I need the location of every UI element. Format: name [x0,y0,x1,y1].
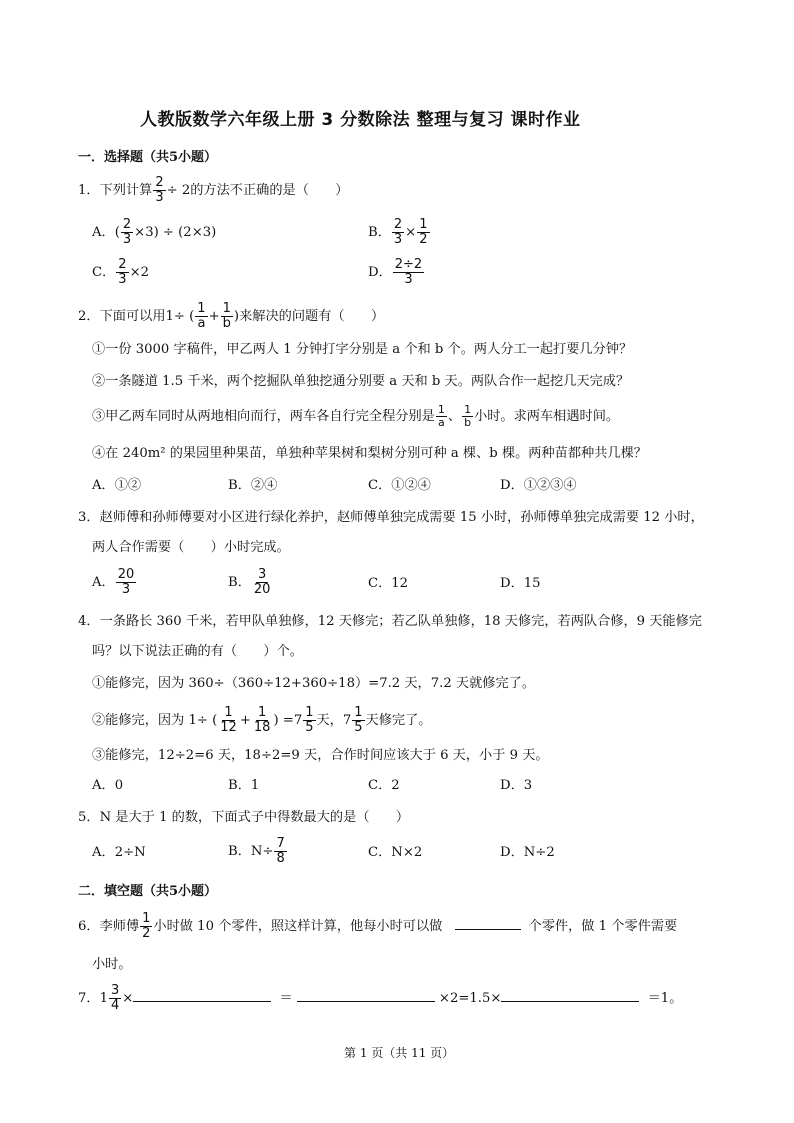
option-label: D． [368,265,392,280]
q4-option-d[interactable]: D．3 [500,778,533,793]
fraction-denominator: 3 [122,232,132,247]
fraction-numerator: 1 [437,403,445,416]
option-fraction [116,568,137,597]
q1-suffix: 的方法不正确的是（ ） [190,183,349,198]
q2-fraction-a [195,302,207,331]
option-text: ×2 [129,265,150,280]
fraction-denominator: 5 [354,720,363,735]
item-fraction [436,404,447,429]
q2-option-c[interactable]: C．①②④ [368,478,431,493]
question-4-line-1: 4．一条路长 360 千米，若甲队单独修，12 天修完；若乙队单独修，18 天修完，若两队合修，9 天能修完 [78,614,702,629]
q1-div: ÷ 2 [166,183,191,198]
q6-prefix: 6．李师傅 [78,919,140,934]
option-fraction [121,218,133,247]
question-2 [78,302,384,331]
fraction-denominator: 8 [276,851,285,866]
q1-option-b[interactable] [368,218,431,247]
q2-option-a[interactable]: A．①② [92,478,142,493]
fraction-denominator: b [222,316,231,331]
option-fraction [252,568,273,597]
fraction-numerator: 2 [118,257,127,272]
q7-answer-blank-1[interactable] [133,989,271,1002]
option-label: A． [92,575,115,590]
q7-text: ＝ [279,991,293,1006]
fraction-numerator: 1 [224,705,233,720]
item-fraction [252,706,273,735]
q2-option-d[interactable]: D．①②③④ [500,478,577,493]
q4-option-b[interactable]: B．1 [228,778,260,793]
item-text: + [239,713,251,728]
q5-option-d[interactable]: D．N÷2 [500,845,555,860]
question-6 [78,912,677,941]
item-text: ③甲乙两车同时从两地相向而行，两车各自行完全程分别是 [92,409,435,424]
q7-text: × [122,991,134,1006]
fraction-numerator: 1 [419,217,428,232]
q5-option-a[interactable]: A．2÷N [92,845,146,860]
item-text: ) =7 [273,713,303,728]
q2-plus: + [208,309,220,324]
q2-item-1: ①一份 3000 字稿件，甲乙两人 1 分钟打字分别是 a 个和 b 个。两人分工一起打要几分钟？ [92,342,633,357]
q7-text: ×2=1.5× [438,991,502,1006]
fraction-numerator: 2 [122,217,132,232]
option-label: B． [228,575,251,590]
fraction-numerator: 1 [197,301,206,316]
fraction-numerator: 2 [393,217,403,232]
item-text: 小时。求两车相遇时间。 [474,409,620,424]
q6-answer-blank-1[interactable] [455,917,521,930]
q6-text: 个零件，做 1 个零件需要 [528,919,678,934]
option-fraction [393,258,424,287]
item-fraction [218,706,239,735]
question-3-line-1: 3．赵师傅和孙师傅要对小区进行绿化养护，赵师傅单独完成需要 15 小时，孙师傅单独完成需要 12 小时， [78,510,704,525]
fraction-numerator: 7 [276,836,285,851]
q2-fraction-b [221,302,233,331]
fraction-denominator: 18 [253,720,271,735]
q3-option-b[interactable] [228,568,273,597]
fraction-numerator: 1 [258,705,267,720]
q6-fraction [140,912,152,941]
item-fraction [303,706,315,735]
fraction-numerator: 1 [142,911,151,926]
q7-answer-blank-3[interactable] [501,989,639,1002]
q2-suffix: )来解决的问题有（ ） [233,309,385,324]
question-1 [78,176,349,205]
fraction-numerator: 1 [222,301,231,316]
q4-item-2 [92,706,431,735]
section-fill-heading: 二．填空题（共5小题） [78,884,218,899]
option-fraction [116,258,128,287]
q4-option-a[interactable]: A．0 [92,778,124,793]
option-text: ×3) ÷ (2×3) [134,225,217,240]
fraction-denominator: 2 [419,232,428,247]
fraction-denominator: a [438,416,445,429]
question-7 [78,984,682,1013]
item-text: ②能修完，因为 1÷ ( [92,713,218,728]
q1-option-a[interactable] [92,218,216,247]
option-fraction [392,218,404,247]
fraction-numerator: 2 [155,175,164,190]
question-5: 5．N 是大于 1 的数，下面式子中得数最大的是（ ） [78,810,410,825]
page-title: 人教版数学六年级上册 3 分数除法 整理与复习 课时作业 [140,110,581,130]
option-text: × [405,225,417,240]
fraction-denominator: 20 [253,582,271,597]
item-fraction [352,706,364,735]
q1-option-d[interactable] [368,258,425,287]
fraction-denominator: 12 [220,720,237,735]
q5-option-c[interactable]: C．N×2 [368,845,423,860]
section-choice-heading: 一．选择题（共5小题） [78,150,218,165]
q7-fraction [109,984,121,1013]
fraction-denominator: 3 [118,272,127,287]
q3-option-c[interactable]: C．12 [368,576,409,591]
q3-option-d[interactable]: D．15 [500,576,541,591]
q4-item-1: ①能修完，因为 360÷（360÷12+360÷18）=7.2 天，7.2 天就修完了。 [92,676,536,691]
fraction-numerator: 1 [464,403,472,416]
q1-prefix: 1．下列计算 [78,183,153,198]
q7-prefix: 7．1 [78,991,108,1006]
option-label: A．( [92,225,120,240]
fraction-denominator: 2 [142,926,151,941]
item-text: 天修完了。 [365,713,432,728]
q7-answer-blank-2[interactable] [297,989,435,1002]
q4-item-3: ③能修完，12÷2=6 天，18÷2=9 天，合作时间应该大于 6 天，小于 9 天。 [92,748,549,763]
q5-option-b[interactable] [228,837,288,866]
fraction-numerator: 3 [258,567,267,582]
option-label: B．N÷ [228,844,274,859]
option-fraction [274,837,286,866]
fraction-denominator: 3 [393,232,403,247]
q2-prefix: 2．下面可以用1÷ ( [78,309,195,324]
q7-text: ＝1。 [647,991,683,1006]
q2-option-b[interactable]: B．②④ [228,478,278,493]
fraction-numerator: 3 [110,983,120,998]
question-6-line-2: 小时。 [92,957,132,972]
q3-option-a[interactable] [92,568,137,597]
fraction-denominator: 3 [404,272,413,287]
fraction-denominator: 3 [121,582,131,597]
q4-option-c[interactable]: C．2 [368,778,400,793]
fraction-numerator: 1 [305,705,314,720]
option-label: B． [368,225,391,240]
fraction-denominator: 4 [110,998,120,1013]
item-text: 天，7 [316,713,352,728]
fraction-denominator: 3 [155,190,164,205]
question-3-line-2: 两人合作需要（ ）小时完成。 [92,540,290,555]
q2-item-3 [92,404,619,429]
q1-fraction [153,176,165,205]
q2-item-2: ②一条隧道 1.5 千米，两个挖掘队单独挖通分别要 a 天和 b 天。两队合作一起挖几天完成？ [92,374,630,389]
fraction-numerator: 1 [354,705,363,720]
fraction-denominator: 5 [305,720,314,735]
fraction-denominator: b [464,416,472,429]
fraction-numerator: 20 [117,567,135,582]
question-4-line-2: 吗？以下说法正确的有（ ）个。 [92,644,303,659]
q6-text: 小时做 10 个零件，照这样计算，他每小时可以做 [153,919,443,934]
q1-option-c[interactable] [92,258,149,287]
item-fraction [462,404,473,429]
option-label: C． [92,265,116,280]
fraction-denominator: a [197,316,206,331]
item-text: 、 [447,409,462,424]
q2-item-4: ④在 240m² 的果园里种果苗，单独种苹果树和梨树分别可种 a 棵、b 棵。两种苗都种共几棵？ [92,446,647,461]
page-footer: 第 1 页（共 11 页） [344,1046,455,1060]
option-fraction [417,218,429,247]
fraction-numerator: 2÷2 [394,257,423,272]
